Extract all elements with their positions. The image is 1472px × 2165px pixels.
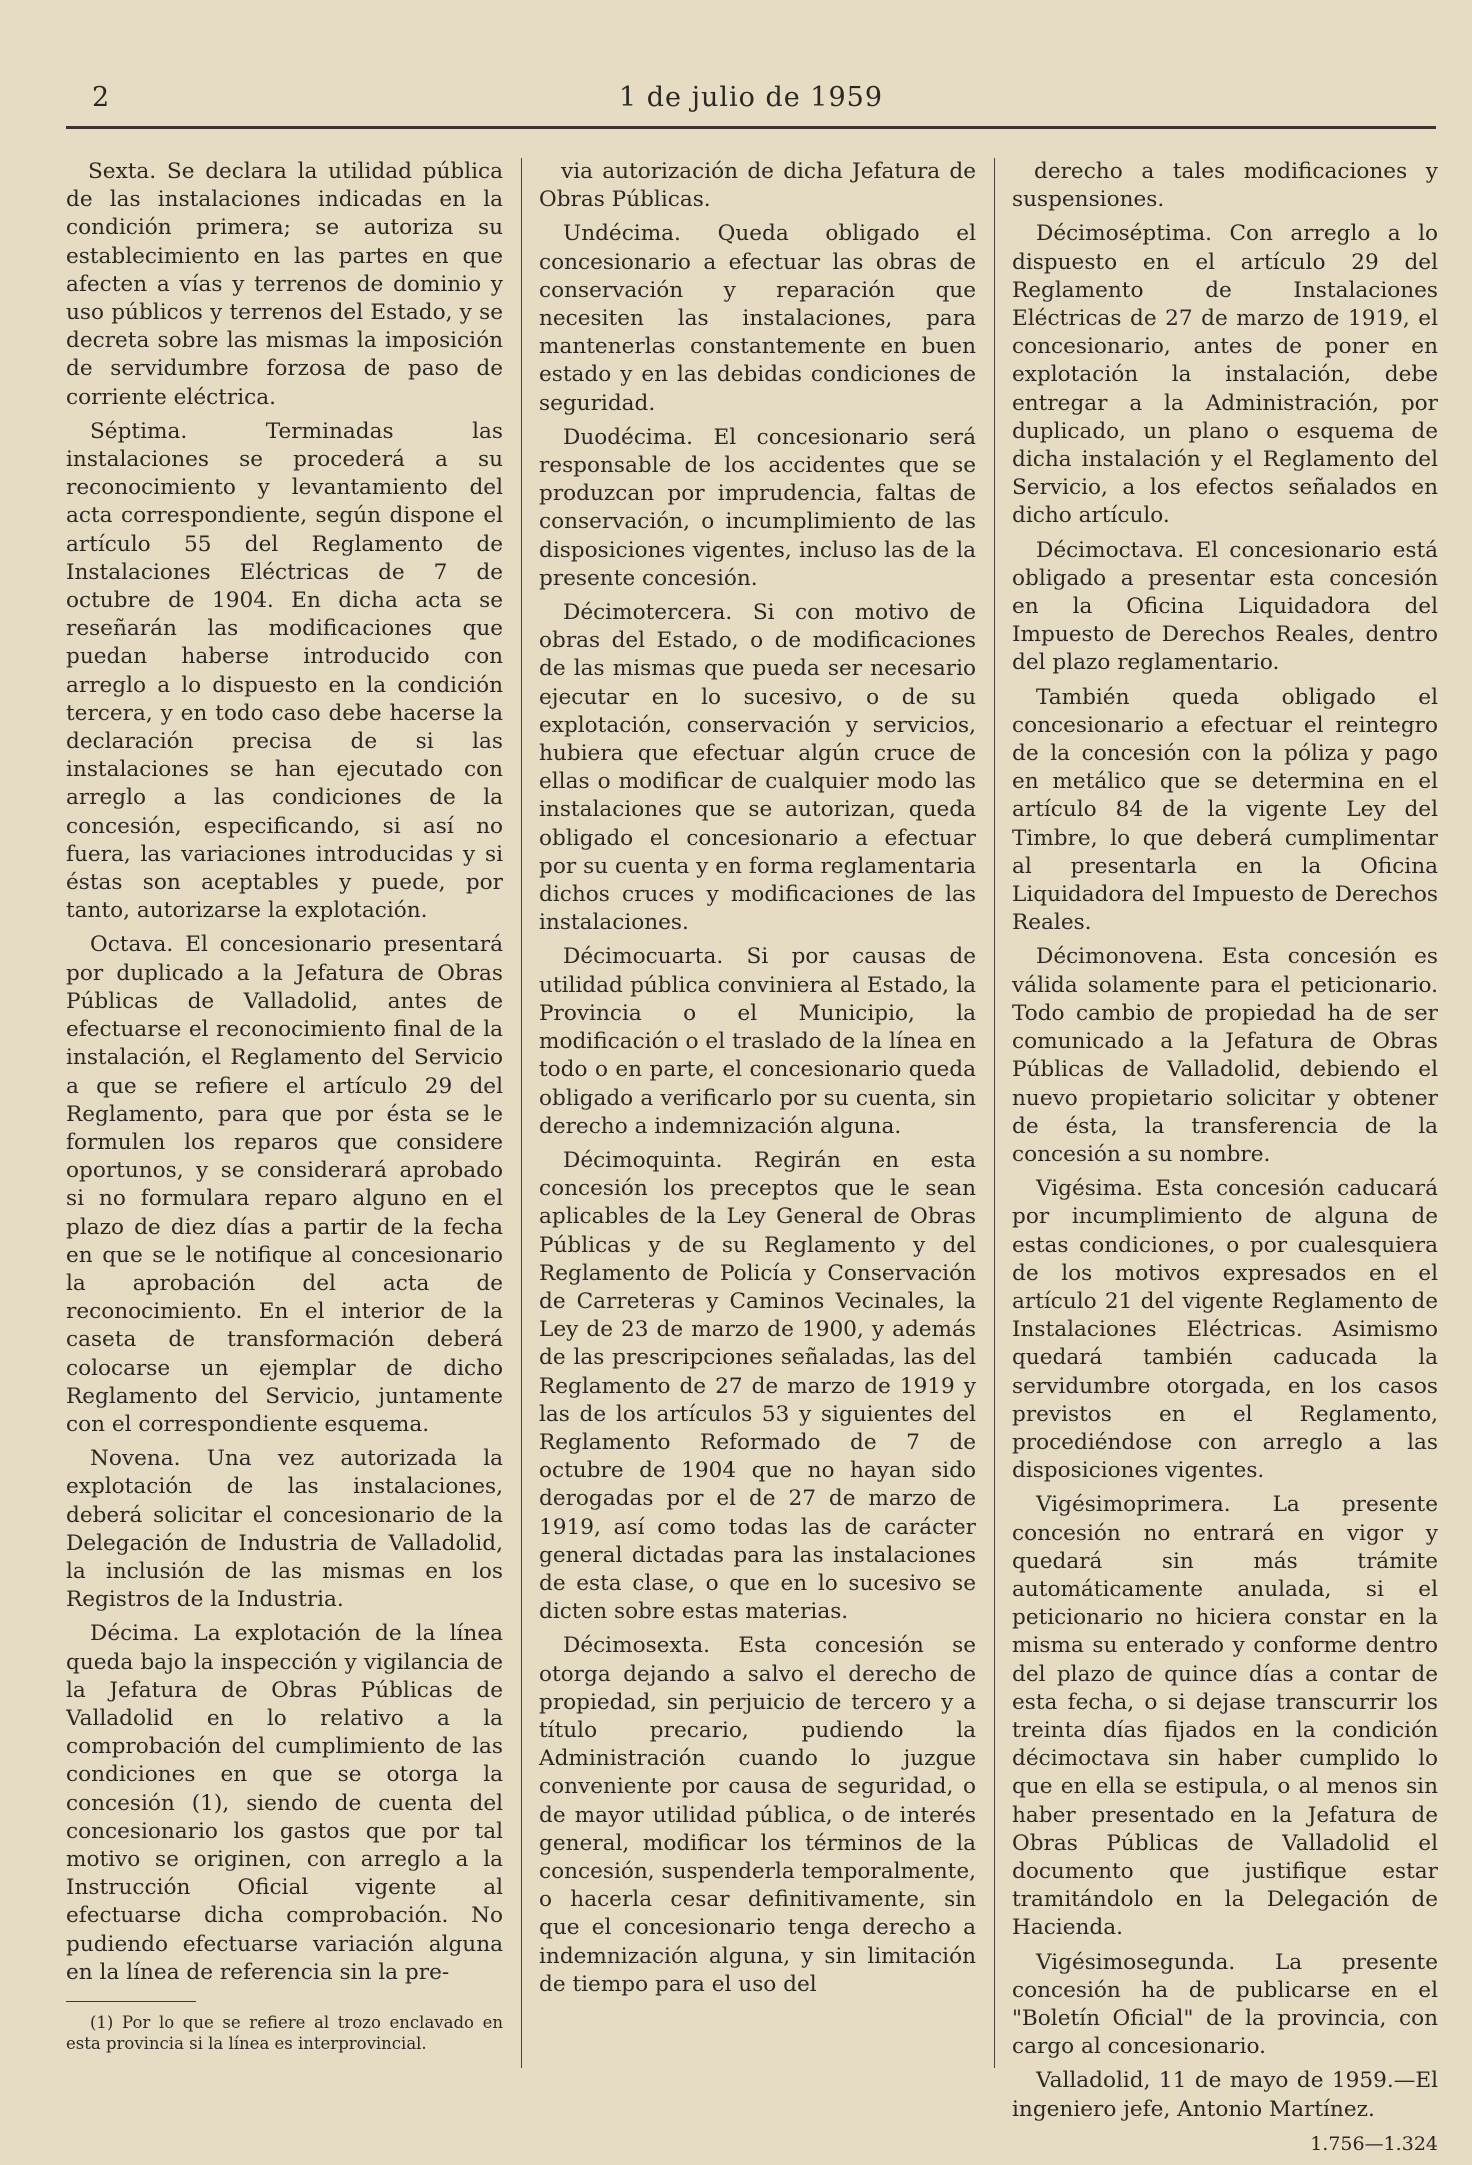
clause-paragraph: Décimoctava. El concesionario está obligado a presentar esta concesión en la Oficina Liquidadora del Impuesto de Derechos Reales, dentro del plazo reglamentario. [1012, 537, 1438, 676]
column-1 [66, 158, 503, 2060]
clause-paragraph: Décimocuarta. Si por causas de utilidad pública conviniera al Estado, la Provincia o el Municipio, la modificación o el traslado de la línea en todo o en parte, el concesionario queda obligado a verificarlo por su cuenta, sin derecho a indemnización alguna. [539, 944, 976, 1139]
column-divider [994, 158, 995, 2068]
clause-paragraph: Décimosexta. Esta concesión se otorga dejando a salvo el derecho de propiedad, sin perjuicio de tercero y a título precario, pudiendo la Administración cuando lo juzgue conveniente por causa de seguridad, o de mayor utilidad pública, o de interés general, modificar los términos de la concesión, suspenderla temporalmente, o hacerla cesar definitivamente, sin que el concesionario tenga derecho a indemnización alguna, y sin limitación de tiempo para el uso del [539, 1633, 976, 1997]
column-2 [539, 158, 976, 2005]
footnote-rule [66, 2001, 196, 2002]
clause-paragraph: Vigésimosegunda. La presente concesión ha de publicarse en el "Boletín Oficial" de la provincia, con cargo al concesionario. [1012, 1949, 1438, 2060]
footnote: (1) Por lo que se refiere al trozo enclavado en esta provincia si la línea es interprovincial. [66, 2013, 503, 2053]
signature: Valladolid, 11 de mayo de 1959.—El ingeniero jefe, Antonio Martínez. [1012, 2068, 1438, 2122]
column-3 [1012, 158, 1438, 2158]
clause-paragraph: via autorización de dicha Jefatura de Obras Públicas. [539, 159, 976, 213]
clause-paragraph: Duodécima. El concesionario será responsable de los accidentes que se produzcan por imprudencia, faltas de conservación, o incumplimiento de las disposiciones vigentes, incluso las de la presente concesión. [539, 424, 976, 591]
clause-paragraph: Vigésima. Esta concesión caducará por incumplimiento de alguna de estas condiciones, o por cualesquiera de los motivos expresados en el artículo 21 del vigente Reglamento de Instalaciones Eléctricas. Asimismo quedará también caducada la servidumbre otorgada, en los casos previstos en el Reglamento, procediéndose con arreglo a las disposiciones vigentes. [1012, 1176, 1438, 1484]
clause-paragraph: Sexta. Se declara la utilidad pública de las instalaciones indicadas en la condición primera; se autoriza su establecimiento en las partes en que afecten a vías y terrenos de dominio y uso públicos y terrenos del Estado, y se decreta sobre las mismas la imposición de servidumbre forzosa de paso de corriente eléctrica. [66, 159, 503, 410]
clause-paragraph: También queda obligado el concesionario a efectuar el reintegro de la concesión con la póliza y pago en metálico que se determina en el artículo 84 de la vigente Ley del Timbre, lo que deberá cumplimentar al presentarla en la Oficina Liquidadora del Impuesto de Derechos Reales. [1012, 684, 1438, 936]
clause-paragraph: Décimoséptima. Con arreglo a lo dispuesto en el artículo 29 del Reglamento de Instalaciones Eléctricas de 27 de marzo de 1919, el concesionario, antes de poner en explotación la instalación, debe entregar a la Administración, por duplicado, un plano o esquema de dicha instalación y el Reglamento del Servicio, a los efectos señalados en dicho artículo. [1012, 221, 1438, 529]
clause-paragraph: Décimonovena. Esta concesión es válida solamente para el peticionario. Todo cambio de propiedad ha de ser comunicado a la Jefatura de Obras Públicas de Valladolid, debiendo el nuevo propietario solicitar y obtener de ésta, la transferencia de la concesión a su nombre. [1012, 944, 1438, 1167]
clause-paragraph: Undécima. Queda obligado el concesionario a efectuar las obras de conservación y reparación que necesiten las instalaciones, para mantenerlas constantemente en buen estado y en las debidas condiciones de seguridad. [539, 221, 976, 416]
clause-paragraph: Décimotercera. Si con motivo de obras del Estado, o de modificaciones de las mismas que pueda ser necesario ejecutar en lo sucesivo, o de su explotación, conservación y servicios, hubiera que efectuar algún cruce de ellas o modificar de cualquier modo las instalaciones que se autorizan, queda obligado el concesionario a efectuar por su cuenta y en forma reglamentaria dichos cruces y modificaciones de las instalaciones. [539, 600, 976, 936]
clause-paragraph: Décima. La explotación de la línea queda bajo la inspección y vigilancia de la Jefatura de Obras Públicas de Valladolid en lo relativo a la comprobación del cumplimiento de las condiciones en que se otorga la concesión (1), siendo de cuenta del concesionario los gastos que por tal motivo se originen, con arreglo a la Instrucción Oficial vigente al efectuarse dicha comprobación. No pudiendo efectuarse variación alguna en la línea de referencia sin la pre- [66, 1621, 503, 1985]
clause-paragraph: Novena. Una vez autorizada la explotación de las instalaciones, deberá solicitar el concesionario de la Delegación de Industria de Valladolid, la inclusión de las mismas en los Registros de la Industria. [66, 1446, 503, 1613]
clause-paragraph: Vigésimoprimera. La presente concesión no entrará en vigor y quedará sin más trámite automáticamente anulada, si el peticionario no hiciera constar en la misma su enterado y conforme dentro del plazo de quince días a contar de esta fecha, o si dejase transcurrir los treinta días fijados en la condición décimoctava sin haber cumplido lo que en ella se estipula, o al menos sin haber presentado en la Jefatura de Obras Públicas de Valladolid el documento que justifique estar tramitándolo en la Delegación de Hacienda. [1012, 1492, 1438, 1941]
clause-paragraph: Séptima. Terminadas las instalaciones se procederá a su reconocimiento y levantamiento del acta correspondiente, según dispone el artículo 55 del Reglamento de Instalaciones Eléctricas de 7 de octubre de 1904. En dicha acta se reseñarán las modificaciones que puedan haberse introducido con arreglo a lo dispuesto en la condición tercera, y en todo caso debe hacerse la declaración precisa de si las instalaciones se han ejecutado con arreglo a las condiciones de la concesión, especificando, si así no fuera, las variaciones introducidas y si éstas son aceptables y puede, por tanto, autorizarse la explotación. [66, 418, 503, 924]
header-date: 1 de julio de 1959 [618, 82, 884, 113]
clause-paragraph: Décimoquinta. Regirán en esta concesión los preceptos que le sean aplicables de la Ley General de Obras Públicas y de su Reglamento y del Reglamento de Policía y Conservación de Carreteras y Caminos Vecinales, la Ley de 23 de marzo de 1900, y además de las prescripciones señaladas, las del Reglamento de 27 de marzo de 1919 y las de los artículos 53 y siguientes del Reglamento Reformado de 7 de octubre de 1904 que no hayan sido derogadas por el de 27 de marzo de 1919, así como todas las de carácter general dictadas para las instalaciones de esta clase, o que en lo sucesivo se dicten sobre estas materias. [539, 1147, 976, 1625]
clause-paragraph: Octava. El concesionario presentará por duplicado a la Jefatura de Obras Públicas de Valladolid, antes de efectuarse el reconocimiento final de la instalación, el Reglamento del Servicio a que se refiere el artículo 29 del Reglamento, para que por ésta se le formulen los reparos que considere oportunos, y se considerará aprobado si no formulara reparo alguno en el plazo de diez días a partir de la fecha en que se le notifique al concesionario la aprobación del acta de reconocimiento. En el interior de la caseta de transformación deberá colocarse un ejemplar de dicho Reglamento del Servicio, juntamente con el correspondiente esquema. [66, 932, 503, 1437]
column-divider [521, 158, 522, 2068]
page-number: 2 [92, 82, 110, 113]
clause-paragraph: derecho a tales modificaciones y suspensiones. [1012, 159, 1438, 213]
page-header [66, 76, 1436, 129]
reference-number: 1.756—1.324 [1310, 2132, 1438, 2155]
